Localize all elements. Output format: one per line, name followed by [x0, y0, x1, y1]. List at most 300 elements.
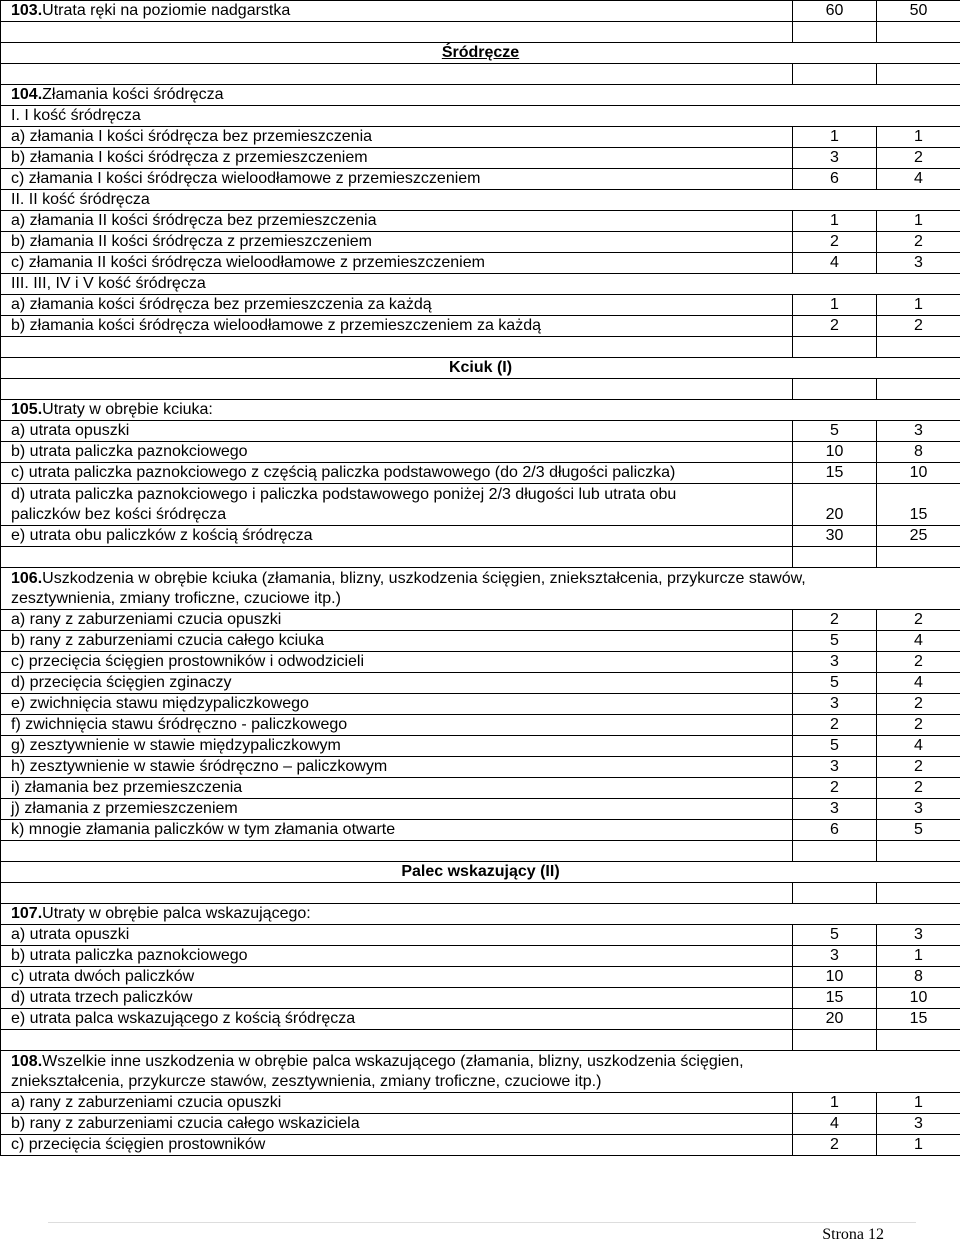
table-row — [1, 673, 960, 694]
table-row — [1, 421, 960, 442]
table-row — [1, 799, 960, 820]
row-label-text: e) zwichnięcia stawu międzypaliczkowego — [11, 695, 309, 712]
empty-cell — [1, 379, 793, 400]
value-col-1 — [793, 610, 877, 631]
row-label-text: c) utrata dwóch paliczków — [11, 968, 194, 985]
item-header-row — [1, 1051, 960, 1093]
value-1: 6 — [830, 821, 839, 838]
table-row — [1, 1, 960, 22]
value-1: 5 — [830, 422, 839, 439]
empty-cell — [793, 1030, 877, 1051]
section-heading — [1, 43, 960, 64]
value-col-1 — [793, 736, 877, 757]
value-col-2 — [877, 1, 960, 22]
value-col-2 — [877, 799, 960, 820]
empty-cell — [877, 883, 960, 904]
value-2: 2 — [914, 695, 923, 712]
section-heading-text: Śródręcze — [442, 44, 519, 61]
row-label-text: i) złamania bez przemieszczenia — [11, 779, 242, 796]
table-row — [1, 127, 960, 148]
table-row — [1, 484, 960, 526]
value-2: 3 — [914, 422, 923, 439]
empty-cell — [793, 22, 877, 43]
table-row — [1, 1135, 960, 1156]
table-row — [1, 295, 960, 316]
table-row — [1, 169, 960, 190]
row-label-line2: zesztywnienia, zmiany troficzne, czuciowe itp.) — [11, 590, 341, 607]
value-col-2 — [877, 610, 960, 631]
item-header-row — [1, 85, 960, 106]
value-col-2 — [877, 673, 960, 694]
value-2: 1 — [914, 128, 923, 145]
value-col-1 — [793, 757, 877, 778]
value-col-2 — [877, 988, 960, 1009]
value-2: 4 — [914, 674, 923, 691]
value-col-2 — [877, 778, 960, 799]
value-col-2 — [877, 1135, 960, 1156]
empty-cell — [1, 22, 793, 43]
value-col-1 — [793, 652, 877, 673]
value-col-1 — [793, 925, 877, 946]
value-col-1 — [793, 694, 877, 715]
row-label — [1, 526, 793, 547]
value-2: 2 — [914, 317, 923, 334]
row-label-text: Utraty w obrębie kciuka: — [42, 401, 213, 418]
row-label-line1: Uszkodzenia w obrębie kciuka (złamania, blizny, uszkodzenia ścięgien, zniekształcenia, przykurcze stawów, — [42, 570, 806, 587]
row-label — [1, 127, 793, 148]
item-header-row — [1, 568, 960, 610]
empty-cell — [877, 547, 960, 568]
value-1: 1 — [830, 128, 839, 145]
value-1: 1 — [830, 212, 839, 229]
empty-cell — [877, 379, 960, 400]
value-1: 20 — [826, 1010, 844, 1027]
row-label — [1, 778, 793, 799]
section-heading-text: Kciuk (I) — [449, 359, 512, 376]
row-label-text: j) złamania z przemieszczeniem — [11, 800, 238, 817]
item-number: 105. — [11, 401, 42, 418]
row-label-text: a) złamania kości śródręcza bez przemieszczenia za każdą — [11, 296, 432, 313]
value-1: 4 — [830, 1115, 839, 1132]
row-label-line1: d) utrata paliczka paznokciowego i paliczka podstawowego poniżej 2/3 długości lub utrata obu — [11, 486, 676, 503]
item-number: 106. — [11, 570, 42, 587]
value-col-1 — [793, 1, 877, 22]
row-label-text: f) zwichnięcia stawu śródręczno - paliczkowego — [11, 716, 347, 733]
value-col-2 — [877, 442, 960, 463]
row-label — [1, 274, 960, 295]
row-label — [1, 442, 793, 463]
value-col-2 — [877, 1009, 960, 1030]
value-col-1 — [793, 232, 877, 253]
value-col-2 — [877, 820, 960, 841]
value-col-1 — [793, 253, 877, 274]
row-label-text: b) złamania kości śródręcza wieloodłamowe z przemieszczeniem za każdą — [11, 317, 541, 334]
value-col-1 — [793, 1009, 877, 1030]
empty-cell — [1, 1030, 793, 1051]
row-label — [1, 232, 793, 253]
table-row — [1, 1009, 960, 1030]
row-label — [1, 904, 960, 925]
value-col-2 — [877, 652, 960, 673]
row-label-text: b) utrata paliczka paznokciowego — [11, 443, 248, 460]
row-label-text: k) mnogie złamania paliczków w tym złamania otwarte — [11, 821, 395, 838]
row-label — [1, 316, 793, 337]
table-row — [1, 1114, 960, 1135]
table-row — [1, 925, 960, 946]
row-label — [1, 1009, 793, 1030]
value-2: 4 — [914, 632, 923, 649]
row-label-line2: zniekształcenia, przykurcze stawów, zesztywnienia, zmiany troficzne, czuciowe itp.) — [11, 1073, 601, 1090]
empty-cell — [1, 64, 793, 85]
value-col-1 — [793, 673, 877, 694]
row-label-text: c) utrata paliczka paznokciowego z częścią paliczka podstawowego (do 2/3 długości paliczka) — [11, 464, 675, 481]
row-label — [1, 484, 793, 526]
table-row — [1, 757, 960, 778]
value-2: 3 — [914, 800, 923, 817]
row-label — [1, 946, 793, 967]
table-row — [1, 694, 960, 715]
row-label-text: a) złamania I kości śródręcza bez przemieszczenia — [11, 128, 372, 145]
value-1: 2 — [830, 611, 839, 628]
table-row — [1, 946, 960, 967]
row-label-text: c) przecięcia ścięgien prostowników — [11, 1136, 265, 1153]
row-label — [1, 85, 960, 106]
row-label-text: Utraty w obrębie palca wskazującego: — [42, 905, 311, 922]
spacer-row — [1, 64, 960, 85]
table-row — [1, 820, 960, 841]
row-label-line1: Wszelkie inne uszkodzenia w obrębie palca wskazującego (złamania, blizny, uszkodzenia ścięgien, — [42, 1053, 743, 1070]
value-col-1 — [793, 295, 877, 316]
value-2: 25 — [910, 527, 928, 544]
spacer-row — [1, 379, 960, 400]
value-col-2 — [877, 127, 960, 148]
empty-cell — [1, 547, 793, 568]
empty-cell — [1, 337, 793, 358]
row-label-text: a) utrata opuszki — [11, 926, 129, 943]
table-row — [1, 778, 960, 799]
value-col-1 — [793, 127, 877, 148]
value-col-2 — [877, 631, 960, 652]
value-1: 20 — [826, 506, 844, 523]
value-col-1 — [793, 526, 877, 547]
row-label — [1, 1051, 960, 1093]
empty-cell — [793, 883, 877, 904]
spacer-row — [1, 883, 960, 904]
value-2: 3 — [914, 926, 923, 943]
table-row — [1, 652, 960, 673]
row-label — [1, 610, 793, 631]
page-number: Strona 12 — [822, 1226, 884, 1244]
empty-cell — [877, 22, 960, 43]
empty-cell — [793, 64, 877, 85]
item-number: 104. — [11, 86, 42, 103]
row-label — [1, 799, 793, 820]
value-2: 4 — [914, 170, 923, 187]
value-1: 15 — [826, 989, 844, 1006]
value-col-2 — [877, 316, 960, 337]
value-col-1 — [793, 211, 877, 232]
row-label — [1, 715, 793, 736]
value-2: 8 — [914, 443, 923, 460]
row-label-text: I. I kość śródręcza — [11, 107, 141, 124]
value-col-1 — [793, 463, 877, 484]
row-label-text: Złamania kości śródręcza — [42, 86, 223, 103]
subheader-row — [1, 274, 960, 295]
value-2: 3 — [914, 254, 923, 271]
row-label-text: c) złamania II kości śródręcza wieloodłamowe z przemieszczeniem — [11, 254, 485, 271]
table-row — [1, 148, 960, 169]
value-col-1 — [793, 820, 877, 841]
value-1: 3 — [830, 758, 839, 775]
value-1: 30 — [826, 527, 844, 544]
row-label-text: a) utrata opuszki — [11, 422, 129, 439]
empty-cell — [793, 337, 877, 358]
empty-cell — [1, 883, 793, 904]
row-label — [1, 169, 793, 190]
row-label — [1, 211, 793, 232]
footer-divider — [48, 1222, 916, 1223]
spacer-row — [1, 1030, 960, 1051]
subheader-row — [1, 106, 960, 127]
value-1: 5 — [830, 926, 839, 943]
value-1: 5 — [830, 674, 839, 691]
value-2: 2 — [914, 758, 923, 775]
value-col-1 — [793, 1114, 877, 1135]
row-label — [1, 421, 793, 442]
value-1: 10 — [826, 968, 844, 985]
value-col-2 — [877, 967, 960, 988]
value-1: 1 — [830, 1094, 839, 1111]
row-label-text: e) utrata obu paliczków z kością śródręcza — [11, 527, 312, 544]
spacer-row — [1, 547, 960, 568]
row-label-text: d) utrata trzech paliczków — [11, 989, 192, 1006]
empty-cell — [793, 841, 877, 862]
spacer-row — [1, 22, 960, 43]
value-1: 15 — [826, 464, 844, 481]
empty-cell — [1, 841, 793, 862]
value-2: 2 — [914, 653, 923, 670]
value-col-2 — [877, 148, 960, 169]
row-label — [1, 673, 793, 694]
value-1: 3 — [830, 800, 839, 817]
row-label — [1, 988, 793, 1009]
row-label-text: a) rany z zaburzeniami czucia opuszki — [11, 611, 281, 628]
row-label-text: Utrata ręki na poziomie nadgarstka — [42, 2, 290, 19]
table-row — [1, 253, 960, 274]
row-label — [1, 400, 960, 421]
row-label — [1, 652, 793, 673]
row-label — [1, 925, 793, 946]
row-label-text: b) utrata paliczka paznokciowego — [11, 947, 248, 964]
section-heading-row — [1, 862, 960, 883]
row-label — [1, 631, 793, 652]
value-2: 1 — [914, 947, 923, 964]
value-col-1 — [793, 715, 877, 736]
row-label — [1, 736, 793, 757]
row-label — [1, 757, 793, 778]
value-2: 2 — [914, 149, 923, 166]
value-1: 60 — [826, 2, 844, 19]
value-2: 3 — [914, 1115, 923, 1132]
empty-cell — [793, 379, 877, 400]
value-col-2 — [877, 295, 960, 316]
value-col-2 — [877, 757, 960, 778]
value-col-2 — [877, 463, 960, 484]
value-2: 5 — [914, 821, 923, 838]
value-col-2 — [877, 925, 960, 946]
value-col-1 — [793, 1093, 877, 1114]
section-heading-row — [1, 43, 960, 64]
table-row — [1, 736, 960, 757]
value-1: 3 — [830, 947, 839, 964]
value-col-2 — [877, 253, 960, 274]
row-label — [1, 1, 793, 22]
value-1: 10 — [826, 443, 844, 460]
row-label — [1, 253, 793, 274]
row-label-text: III. III, IV i V kość śródręcza — [11, 275, 206, 292]
value-1: 5 — [830, 632, 839, 649]
value-2: 1 — [914, 1136, 923, 1153]
section-heading-row — [1, 358, 960, 379]
value-col-1 — [793, 169, 877, 190]
table-row — [1, 211, 960, 232]
table-row — [1, 967, 960, 988]
value-2: 8 — [914, 968, 923, 985]
spacer-row — [1, 337, 960, 358]
value-1: 2 — [830, 779, 839, 796]
row-label — [1, 1114, 793, 1135]
table-row — [1, 316, 960, 337]
row-label — [1, 148, 793, 169]
empty-cell — [877, 64, 960, 85]
spacer-row — [1, 841, 960, 862]
row-label — [1, 106, 960, 127]
value-2: 2 — [914, 779, 923, 796]
value-2: 10 — [910, 464, 928, 481]
value-2: 2 — [914, 611, 923, 628]
value-col-2 — [877, 715, 960, 736]
value-1: 6 — [830, 170, 839, 187]
item-number: 107. — [11, 905, 42, 922]
item-header-row — [1, 400, 960, 421]
section-heading-text: Palec wskazujący (II) — [401, 863, 559, 880]
value-col-1 — [793, 799, 877, 820]
section-heading — [1, 862, 960, 883]
value-2: 2 — [914, 716, 923, 733]
value-col-2 — [877, 1093, 960, 1114]
value-2: 2 — [914, 233, 923, 250]
value-col-2 — [877, 694, 960, 715]
value-1: 2 — [830, 1136, 839, 1153]
item-header-row — [1, 904, 960, 925]
value-col-2 — [877, 421, 960, 442]
row-label-text: a) złamania II kości śródręcza bez przemieszczenia — [11, 212, 376, 229]
row-label — [1, 463, 793, 484]
item-number: 108. — [11, 1053, 42, 1070]
value-col-2 — [877, 232, 960, 253]
value-1: 2 — [830, 716, 839, 733]
row-label-text: e) utrata palca wskazującego z kością śródręcza — [11, 1010, 355, 1027]
table-row — [1, 232, 960, 253]
value-col-2 — [877, 946, 960, 967]
value-2: 4 — [914, 737, 923, 754]
value-2: 15 — [910, 1010, 928, 1027]
table-row — [1, 715, 960, 736]
row-label-text: d) przecięcia ścięgien zginaczy — [11, 674, 232, 691]
value-1: 2 — [830, 317, 839, 334]
row-label — [1, 295, 793, 316]
value-col-2 — [877, 526, 960, 547]
value-col-2 — [877, 736, 960, 757]
value-col-1 — [793, 988, 877, 1009]
empty-cell — [877, 337, 960, 358]
value-1: 2 — [830, 233, 839, 250]
value-col-1 — [793, 967, 877, 988]
value-2: 1 — [914, 212, 923, 229]
row-label — [1, 190, 960, 211]
value-col-1 — [793, 316, 877, 337]
row-label — [1, 1135, 793, 1156]
table-row — [1, 526, 960, 547]
value-col-1 — [793, 1135, 877, 1156]
value-col-2 — [877, 211, 960, 232]
value-col-1 — [793, 148, 877, 169]
value-2: 10 — [910, 989, 928, 1006]
row-label-text: c) przecięcia ścięgien prostowników i odwodzicieli — [11, 653, 364, 670]
value-col-1 — [793, 421, 877, 442]
table-row — [1, 631, 960, 652]
table-row — [1, 463, 960, 484]
row-label — [1, 967, 793, 988]
row-label-text: b) rany z zaburzeniami czucia całego kciuka — [11, 632, 324, 649]
row-label-text: b) rany z zaburzeniami czucia całego wskaziciela — [11, 1115, 360, 1132]
value-col-1 — [793, 631, 877, 652]
empty-cell — [877, 841, 960, 862]
value-2: 50 — [910, 2, 928, 19]
value-2: 1 — [914, 1094, 923, 1111]
row-label-text: b) złamania II kości śródręcza z przemieszczeniem — [11, 233, 372, 250]
value-col-1 — [793, 778, 877, 799]
value-col-1 — [793, 442, 877, 463]
row-label-text: a) rany z zaburzeniami czucia opuszki — [11, 1094, 281, 1111]
value-2: 1 — [914, 296, 923, 313]
row-label-line2: paliczków bez kości śródręcza — [11, 506, 226, 523]
value-col-2 — [877, 1114, 960, 1135]
value-1: 3 — [830, 149, 839, 166]
row-label-text: g) zesztywnienie w stawie międzypaliczkowym — [11, 737, 341, 754]
row-label-text: c) złamania I kości śródręcza wieloodłamowe z przemieszczeniem — [11, 170, 481, 187]
item-number: 103. — [11, 2, 42, 19]
value-col-1 — [793, 484, 877, 526]
row-label-text: II. II kość śródręcza — [11, 191, 150, 208]
section-heading — [1, 358, 960, 379]
row-label-text: b) złamania I kości śródręcza z przemieszczeniem — [11, 149, 368, 166]
empty-cell — [877, 1030, 960, 1051]
value-col-1 — [793, 946, 877, 967]
value-1: 3 — [830, 695, 839, 712]
value-col-2 — [877, 484, 960, 526]
table-row — [1, 610, 960, 631]
value-2: 15 — [910, 506, 928, 523]
table-row — [1, 1093, 960, 1114]
row-label — [1, 694, 793, 715]
row-label — [1, 1093, 793, 1114]
value-1: 1 — [830, 296, 839, 313]
row-label-text: h) zesztywnienie w stawie śródręczno – paliczkowym — [11, 758, 387, 775]
table-row — [1, 988, 960, 1009]
empty-cell — [793, 547, 877, 568]
value-col-2 — [877, 169, 960, 190]
